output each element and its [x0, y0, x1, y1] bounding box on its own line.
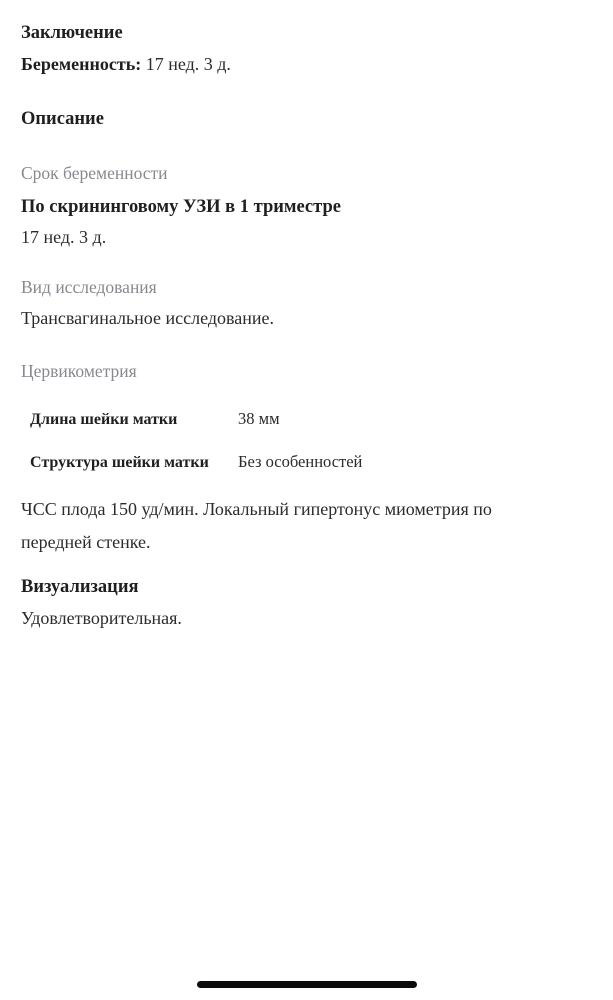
pregnancy-line [21, 54, 588, 76]
cervicometry-label: Цервикометрия [21, 361, 137, 382]
visualization-title: Визуализация [21, 577, 139, 598]
home-indicator[interactable] [197, 981, 417, 988]
visualization-section [21, 576, 588, 629]
study-type-label: Вид исследования [21, 276, 157, 297]
conclusion-title: Заключение [21, 23, 123, 43]
visualization-value: Удовлетворительная. [21, 607, 182, 628]
table-row [21, 452, 588, 472]
cervicometry-table [21, 409, 588, 472]
gestation-label: Срок беременности [21, 162, 168, 183]
study-type-value: Трансвагинальное исследование. [21, 307, 275, 328]
cervix-length-value: 38 мм [238, 409, 280, 429]
pregnancy-value: 17 нед. 3 д. [145, 54, 231, 75]
description-title: Описание [21, 108, 104, 129]
table-row [21, 409, 588, 429]
gestation-value: 17 нед. 3 д. [21, 227, 107, 248]
fetal-note: ЧСС плода 150 уд/мин. Локальный гипертонус миометрия по передней стенке. [21, 499, 492, 553]
cervix-length-label: Длина шейки матки [30, 411, 178, 429]
cervix-structure-label: Структура шейки матки [30, 454, 209, 472]
description-section [21, 108, 588, 560]
conclusion-section [21, 22, 588, 76]
cervix-structure-value: Без особенностей [238, 452, 363, 472]
gestation-method: По скрининговому УЗИ в 1 триместре [21, 196, 341, 217]
pregnancy-label: Беременность: [21, 54, 142, 75]
